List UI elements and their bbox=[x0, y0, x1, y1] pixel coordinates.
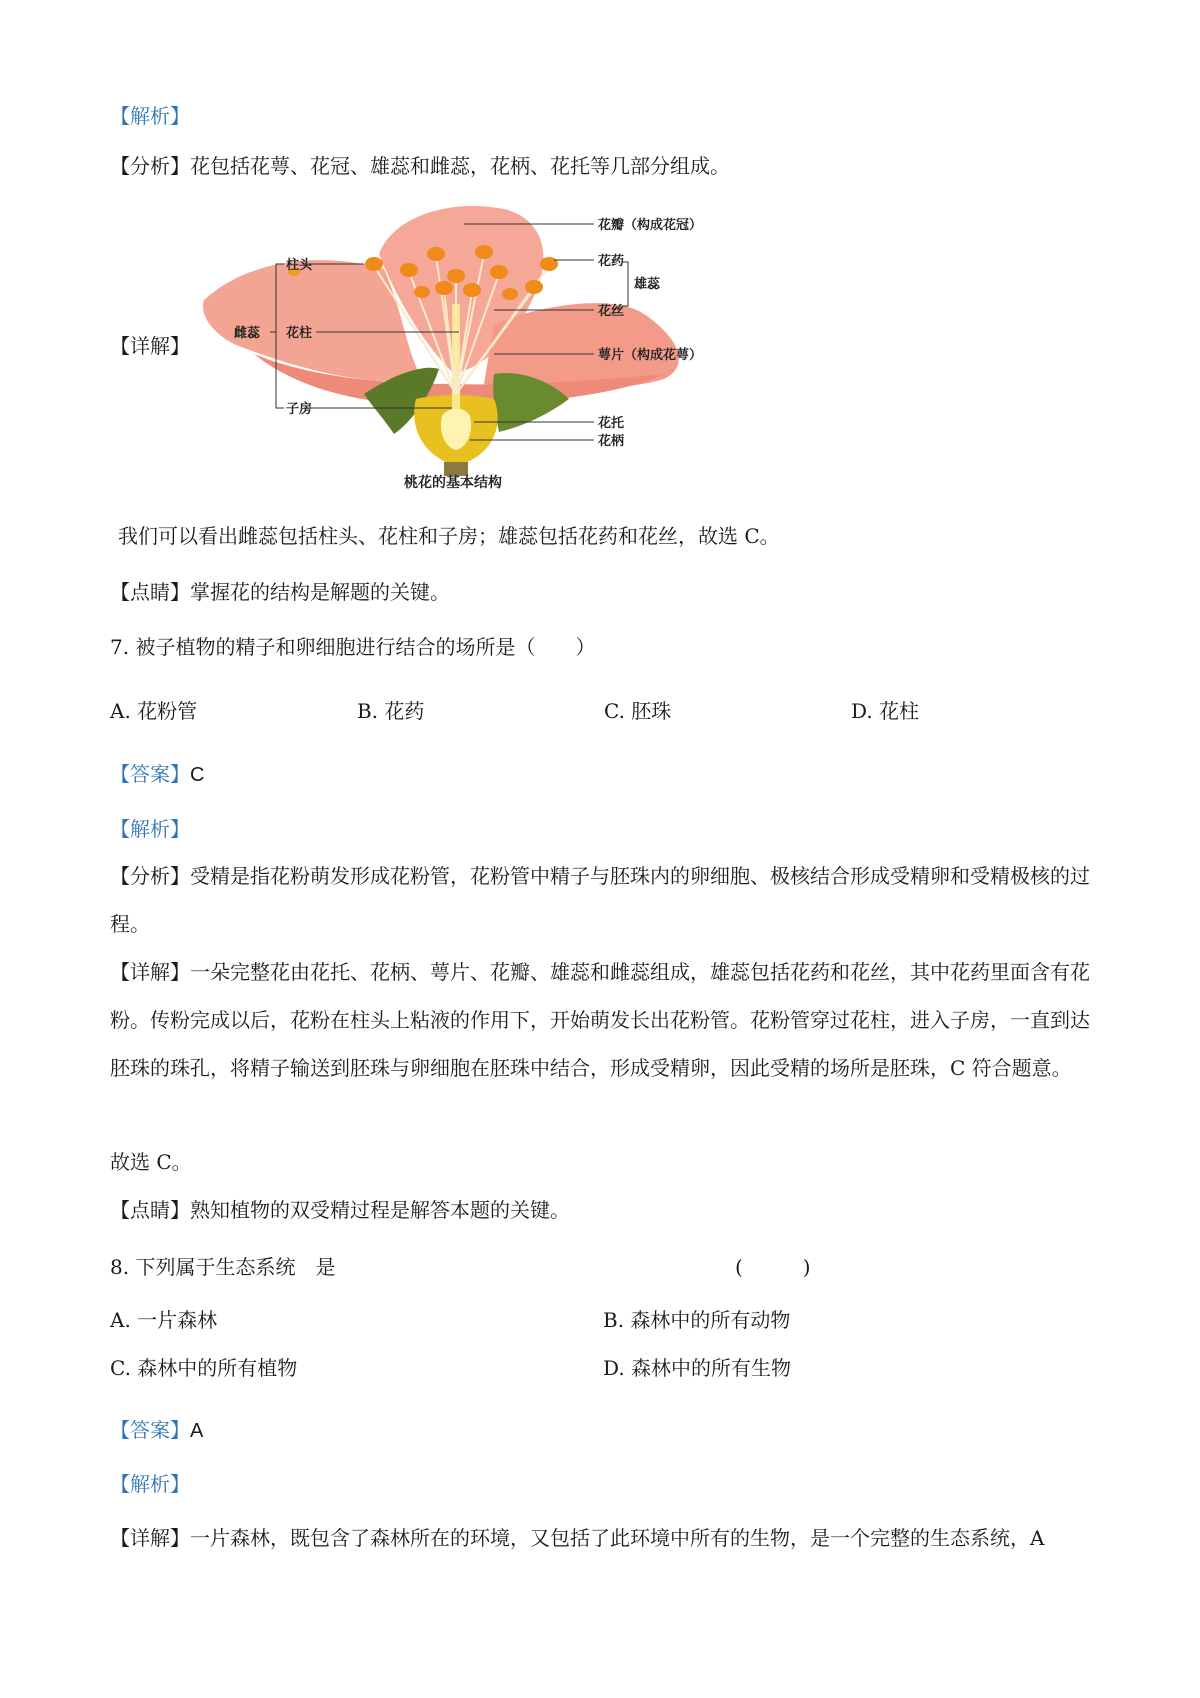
q7-xiangjie-text: 一朵完整花由花托、花柄、萼片、花瓣、雄蕊和雌蕊组成，雄蕊包括花药和花丝，其中花药里面含有花粉。传粉完成以后，花粉在柱头上粘液的作用下，开始萌发长出花粉管。花粉管穿过花柱，进入子房，一直到达胚珠的珠孔，将精子输送到胚珠与卵细胞在胚珠中结合，形成受精卵，因此受精的场所是胚珠，C 符合题意。 bbox=[110, 960, 1090, 1080]
q8-xiangjie-text: 一片森林，既包含了森林所在的环境，又包括了此环境中所有的生物，是一个完整的生态系统，A bbox=[190, 1526, 1045, 1550]
label-style: 花柱 bbox=[286, 326, 313, 341]
question-7-stem: 7. 被子植物的精子和卵细胞进行结合的场所是（ ） bbox=[110, 635, 596, 659]
fenxi-paragraph-1 bbox=[110, 152, 730, 180]
fenxi-text: 花包括花萼、花冠、雄蕊和雌蕊，花柄、花托等几部分组成。 bbox=[190, 154, 730, 178]
q8-answer-label: 【答案】 bbox=[110, 1418, 190, 1442]
q7-dianjing-label: 【点睛】 bbox=[110, 1198, 190, 1222]
label-stigma: 柱头 bbox=[286, 258, 313, 273]
q7-xiangjie-label: 【详解】 bbox=[110, 960, 190, 984]
q7-jiexi-heading: 【解析】 bbox=[110, 817, 190, 841]
q7-option-a[interactable]: A. 花粉管 bbox=[110, 699, 198, 723]
question-8-paren: ( ) bbox=[735, 1255, 811, 1279]
q8-option-b[interactable]: B. 森林中的所有动物 bbox=[603, 1308, 791, 1332]
label-pistil: 雌蕊 bbox=[234, 326, 261, 341]
q8-jiexi-heading: 【解析】 bbox=[110, 1472, 190, 1496]
conclusion-text-1: 我们可以看出雌蕊包括柱头、花柱和子房；雄蕊包括花药和花丝，故选 C。 bbox=[118, 524, 780, 548]
q8-option-a[interactable]: A. 一片森林 bbox=[110, 1308, 218, 1332]
q8-xiangjie-paragraph bbox=[110, 1524, 1044, 1552]
q8-answer bbox=[110, 1416, 203, 1445]
label-filament: 花丝 bbox=[598, 304, 625, 319]
dianjing-paragraph-1 bbox=[110, 578, 450, 606]
peach-flower-diagram bbox=[194, 194, 766, 496]
q7-fenxi-text: 受精是指花粉萌发形成花粉管，花粉管中精子与胚珠内的卵细胞、极核结合形成受精卵和受精极核的过程。 bbox=[110, 864, 1090, 936]
label-anther: 花药 bbox=[598, 254, 625, 269]
q7-dianjing-text: 熟知植物的双受精过程是解答本题的关键。 bbox=[190, 1198, 570, 1222]
q7-answer-value: C bbox=[190, 764, 205, 786]
q7-answer-label: 【答案】 bbox=[110, 762, 190, 786]
q7-xiangjie-paragraph bbox=[110, 948, 1100, 1092]
question-8-stem: 8. 下列属于生态系统 是 bbox=[110, 1255, 336, 1279]
label-sepal: 萼片（构成花萼） bbox=[598, 348, 703, 363]
q7-fenxi-label: 【分析】 bbox=[110, 864, 190, 888]
q7-dianjing-paragraph bbox=[110, 1196, 570, 1224]
label-receptacle: 花托 bbox=[598, 416, 625, 431]
q8-option-d[interactable]: D. 森林中的所有生物 bbox=[603, 1356, 792, 1380]
q8-answer-value: A bbox=[190, 1420, 204, 1442]
fenxi-label: 【分析】 bbox=[110, 154, 190, 178]
figure-caption: 桃花的基本结构 bbox=[404, 475, 502, 491]
label-pedicel: 花柄 bbox=[598, 434, 625, 449]
jiexi-heading-1: 【解析】 bbox=[110, 104, 190, 128]
q7-option-d[interactable]: D. 花柱 bbox=[851, 699, 920, 723]
pedicel bbox=[444, 462, 468, 476]
q8-option-c[interactable]: C. 森林中的所有植物 bbox=[110, 1356, 298, 1380]
q7-fenxi-paragraph bbox=[110, 852, 1100, 948]
peach-flower-figure bbox=[194, 194, 766, 496]
xiangjie-label-1: 【详解】 bbox=[110, 334, 190, 358]
label-stamen: 雄蕊 bbox=[634, 277, 661, 292]
dianjing-label: 【点睛】 bbox=[110, 580, 190, 604]
q7-guxuan: 故选 C。 bbox=[110, 1150, 192, 1174]
q7-option-c[interactable]: C. 胚珠 bbox=[604, 699, 672, 723]
label-petal: 花瓣（构成花冠） bbox=[598, 218, 703, 233]
dianjing-text: 掌握花的结构是解题的关键。 bbox=[190, 580, 450, 604]
q8-xiangjie-label: 【详解】 bbox=[110, 1526, 190, 1550]
q7-answer bbox=[110, 760, 204, 789]
q7-option-b[interactable]: B. 花药 bbox=[357, 699, 425, 723]
label-ovary: 子房 bbox=[286, 402, 313, 417]
